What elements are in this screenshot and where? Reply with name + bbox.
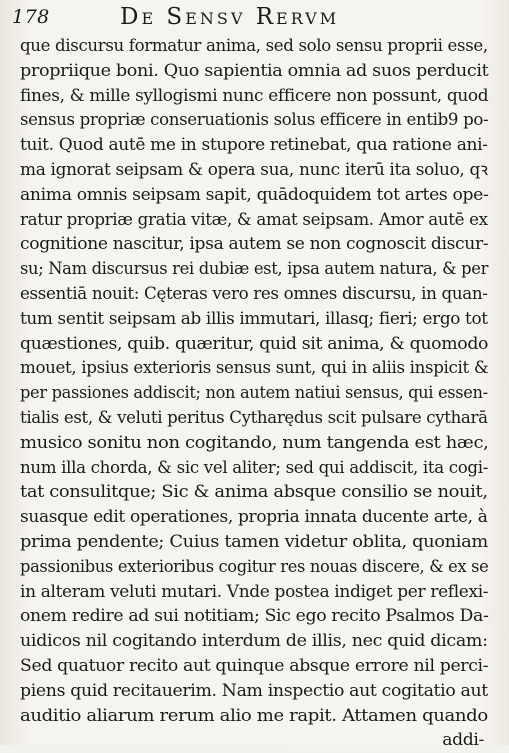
text-line: tuit. Quod autē me in stupore retinebat, qua ratione ani-	[20, 135, 488, 156]
text-line: passionibus exterioribus cogitur res nouas discere, & ex se	[20, 556, 489, 577]
text-line: uidicos nil cogitando interdum de illis, nec quid dicam:	[20, 631, 488, 652]
text-line: anima omnis seipsam sapit, quādoquidem tot artes ope-	[20, 184, 489, 205]
text-line: per passiones addiscit; non autem natiui sensus, qui essen-	[20, 383, 488, 404]
text-line: mouet, ipsius exterioris sensus sunt, qui in aliis inspicit &	[20, 358, 489, 379]
text-line: tum sentit seipsam ab illis immutari, illasq; fieri; ergo tot	[20, 308, 488, 329]
text-line: ma ignorat seipsam & opera sua, nunc iterū ita soluo, qꝛ	[20, 159, 488, 180]
page-header	[12, 4, 492, 32]
text-line: Sed quatuor recito aut quinque absque errore nil perci-	[20, 655, 489, 676]
text-line: in alteram veluti mutari. Vnde postea indiget per reflexi-	[20, 581, 489, 602]
text-line: fines, & mille syllogismi nunc efficere non possunt, quod	[20, 85, 489, 106]
text-line: essentiā nouit: Cęteras vero res omnes discursu, in quan-	[20, 283, 488, 304]
text-line: su; Nam discursus rei dubiæ est, ipsa autem natura, & per	[20, 259, 489, 280]
text-line: prima pendente; Cuius tamen videtur oblita, quoniam	[20, 531, 488, 552]
body-text	[20, 34, 490, 753]
running-head: De Sensv Rervm	[120, 4, 340, 30]
page-number: 178	[12, 6, 50, 28]
text-line: que discursu formatur anima, sed solo sensu proprii esse,	[20, 36, 488, 56]
text-line: ratur propriæ gratia vitæ, & amat seipsam. Amor autē ex	[20, 209, 488, 230]
text-line: quæstiones, quib. quæritur, quid sit anima, & quomodo	[20, 333, 489, 354]
text-line: suasque edit operationes, propria innata ducente arte, à	[20, 507, 488, 528]
text-line: num illa chorda, & sic vel aliter; sed qui addiscit, ita cogi-	[20, 457, 489, 478]
text-line: musico sonitu non cogitando, num tangenda est hæc,	[20, 432, 489, 453]
text-line: cognitione nascitur, ipsa autem se non cognoscit discur-	[20, 234, 489, 255]
text-line: sensus propriæ conseruationis solus efficere in entib9 po-	[20, 110, 489, 131]
text-line: tat consulitque; Sic & anima absque consilio se nouit,	[20, 482, 488, 503]
text-line: onem redire ad sui notitiam; Sic ego recito Psalmos Da-	[20, 606, 489, 627]
text-line: tialis est, & veluti peritus Cytharędus scit pulsare cytharā	[20, 407, 488, 428]
text-line: auditio aliarum rerum alio me rapit. Attamen quando	[20, 705, 488, 726]
catchword: addi-	[442, 730, 484, 751]
text-line: piens quid recitauerim. Nam inspectio aut cogitatio aut	[20, 680, 488, 701]
text-line: propriique boni. Quo sapientia omnia ad suos perducit	[20, 60, 489, 81]
